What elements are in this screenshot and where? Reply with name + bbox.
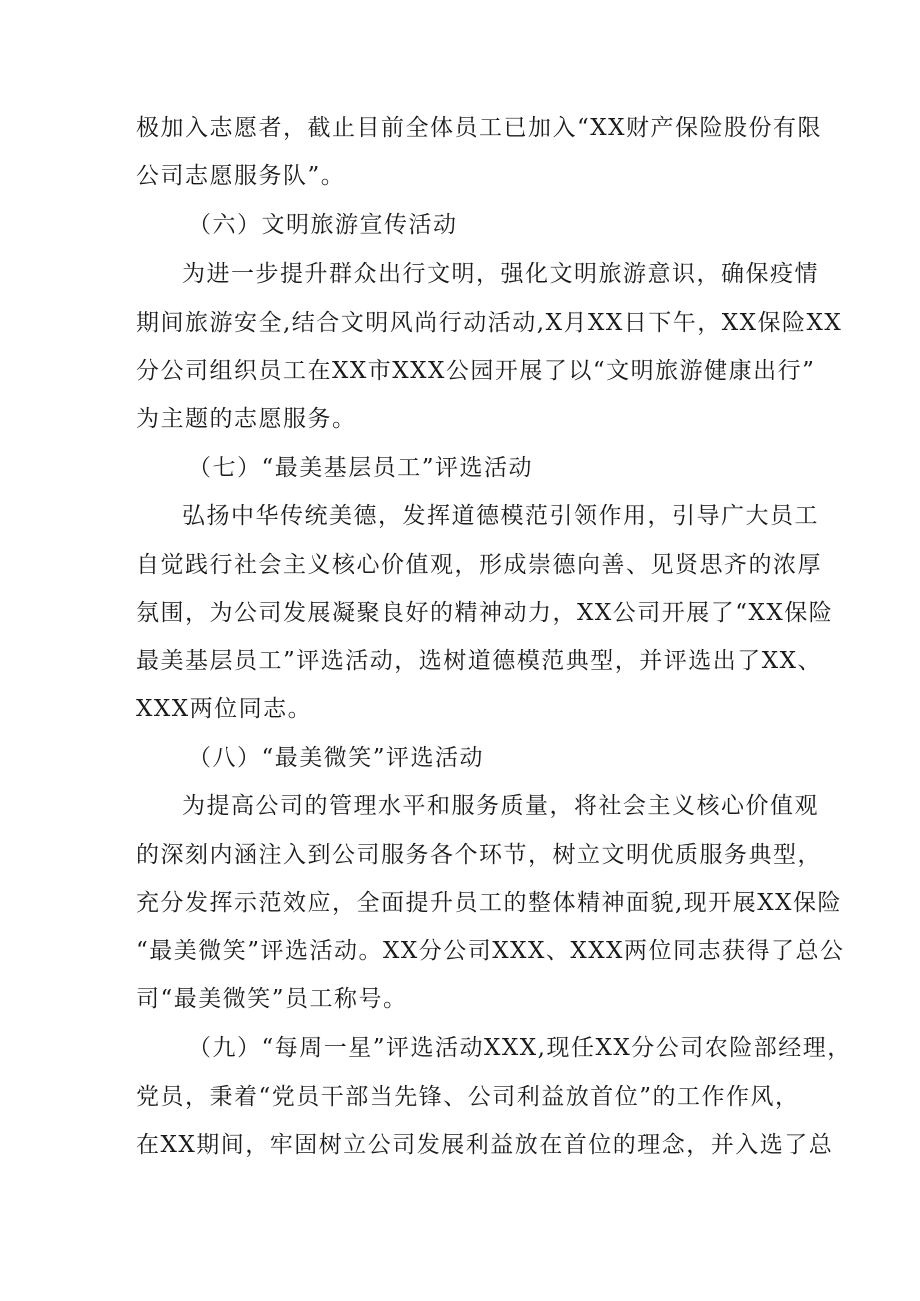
- text-line: 为主题的志愿服务。: [136, 406, 357, 432]
- text-line: 弘扬中华传统美德，发挥道德模范引领作用，引导广大员工: [182, 503, 819, 529]
- text-line: “最美微笑”评选活动。XX分公司XXX、XXX两位同志获得了总公: [136, 938, 845, 964]
- text-line: 期间旅游安全,结合文明风尚行动活动,X月XX日下午，XX保险XX: [136, 310, 843, 336]
- text-line: 的深刻内涵注入到公司服务各个环节，树立文明优质服务典型，: [136, 842, 822, 868]
- text-line: 公司志愿服务队”。: [136, 163, 346, 189]
- text-line: （九）“每周一星”评选活动XXX,现任XX分公司农险部经理，: [188, 1035, 852, 1061]
- text-line: 最美基层员工”评选活动，选树道德模范典型，并评选出了XX、: [136, 648, 823, 674]
- section-heading-7: （七）“最美基层员工”评选活动: [188, 455, 534, 481]
- text-line: 党员，秉着“党员干部当先锋、公司利益放首位”的工作作风，: [136, 1084, 800, 1110]
- text-line: 为进一步提升群众出行文明，强化文明旅游意识，确保疫情: [182, 261, 819, 287]
- text-line: 分公司组织员工在XX市XXX公园开展了以“文明旅游健康出行”: [136, 358, 816, 384]
- text-line: 自觉践行社会主义核心价值观，形成崇德向善、见贤思齐的浓厚: [136, 552, 822, 578]
- text-line: 在XX期间，牢固树立公司发展利益放在首位的理念，并入选了总: [136, 1132, 834, 1158]
- text-line: XXX两位同志。: [136, 696, 313, 722]
- text-line: 氛围，为公司发展凝聚良好的精神动力，XX公司开展了“XX保险: [136, 600, 834, 626]
- text-line: 为提高公司的管理水平和服务质量，将社会主义核心价值观: [182, 793, 819, 819]
- section-heading-8: （八）“最美微笑”评选活动: [188, 745, 485, 771]
- text-line: 司“最美微笑”员工称号。: [136, 986, 408, 1012]
- text-line: 充分发挥示范效应，全面提升员工的整体精神面貌,现开展XX保险: [136, 890, 843, 916]
- section-heading-6: （六）文明旅游宣传活动: [188, 212, 458, 238]
- text-line: 极加入志愿者，截止目前全体员工已加入“XX财产保险股份有限: [136, 115, 823, 141]
